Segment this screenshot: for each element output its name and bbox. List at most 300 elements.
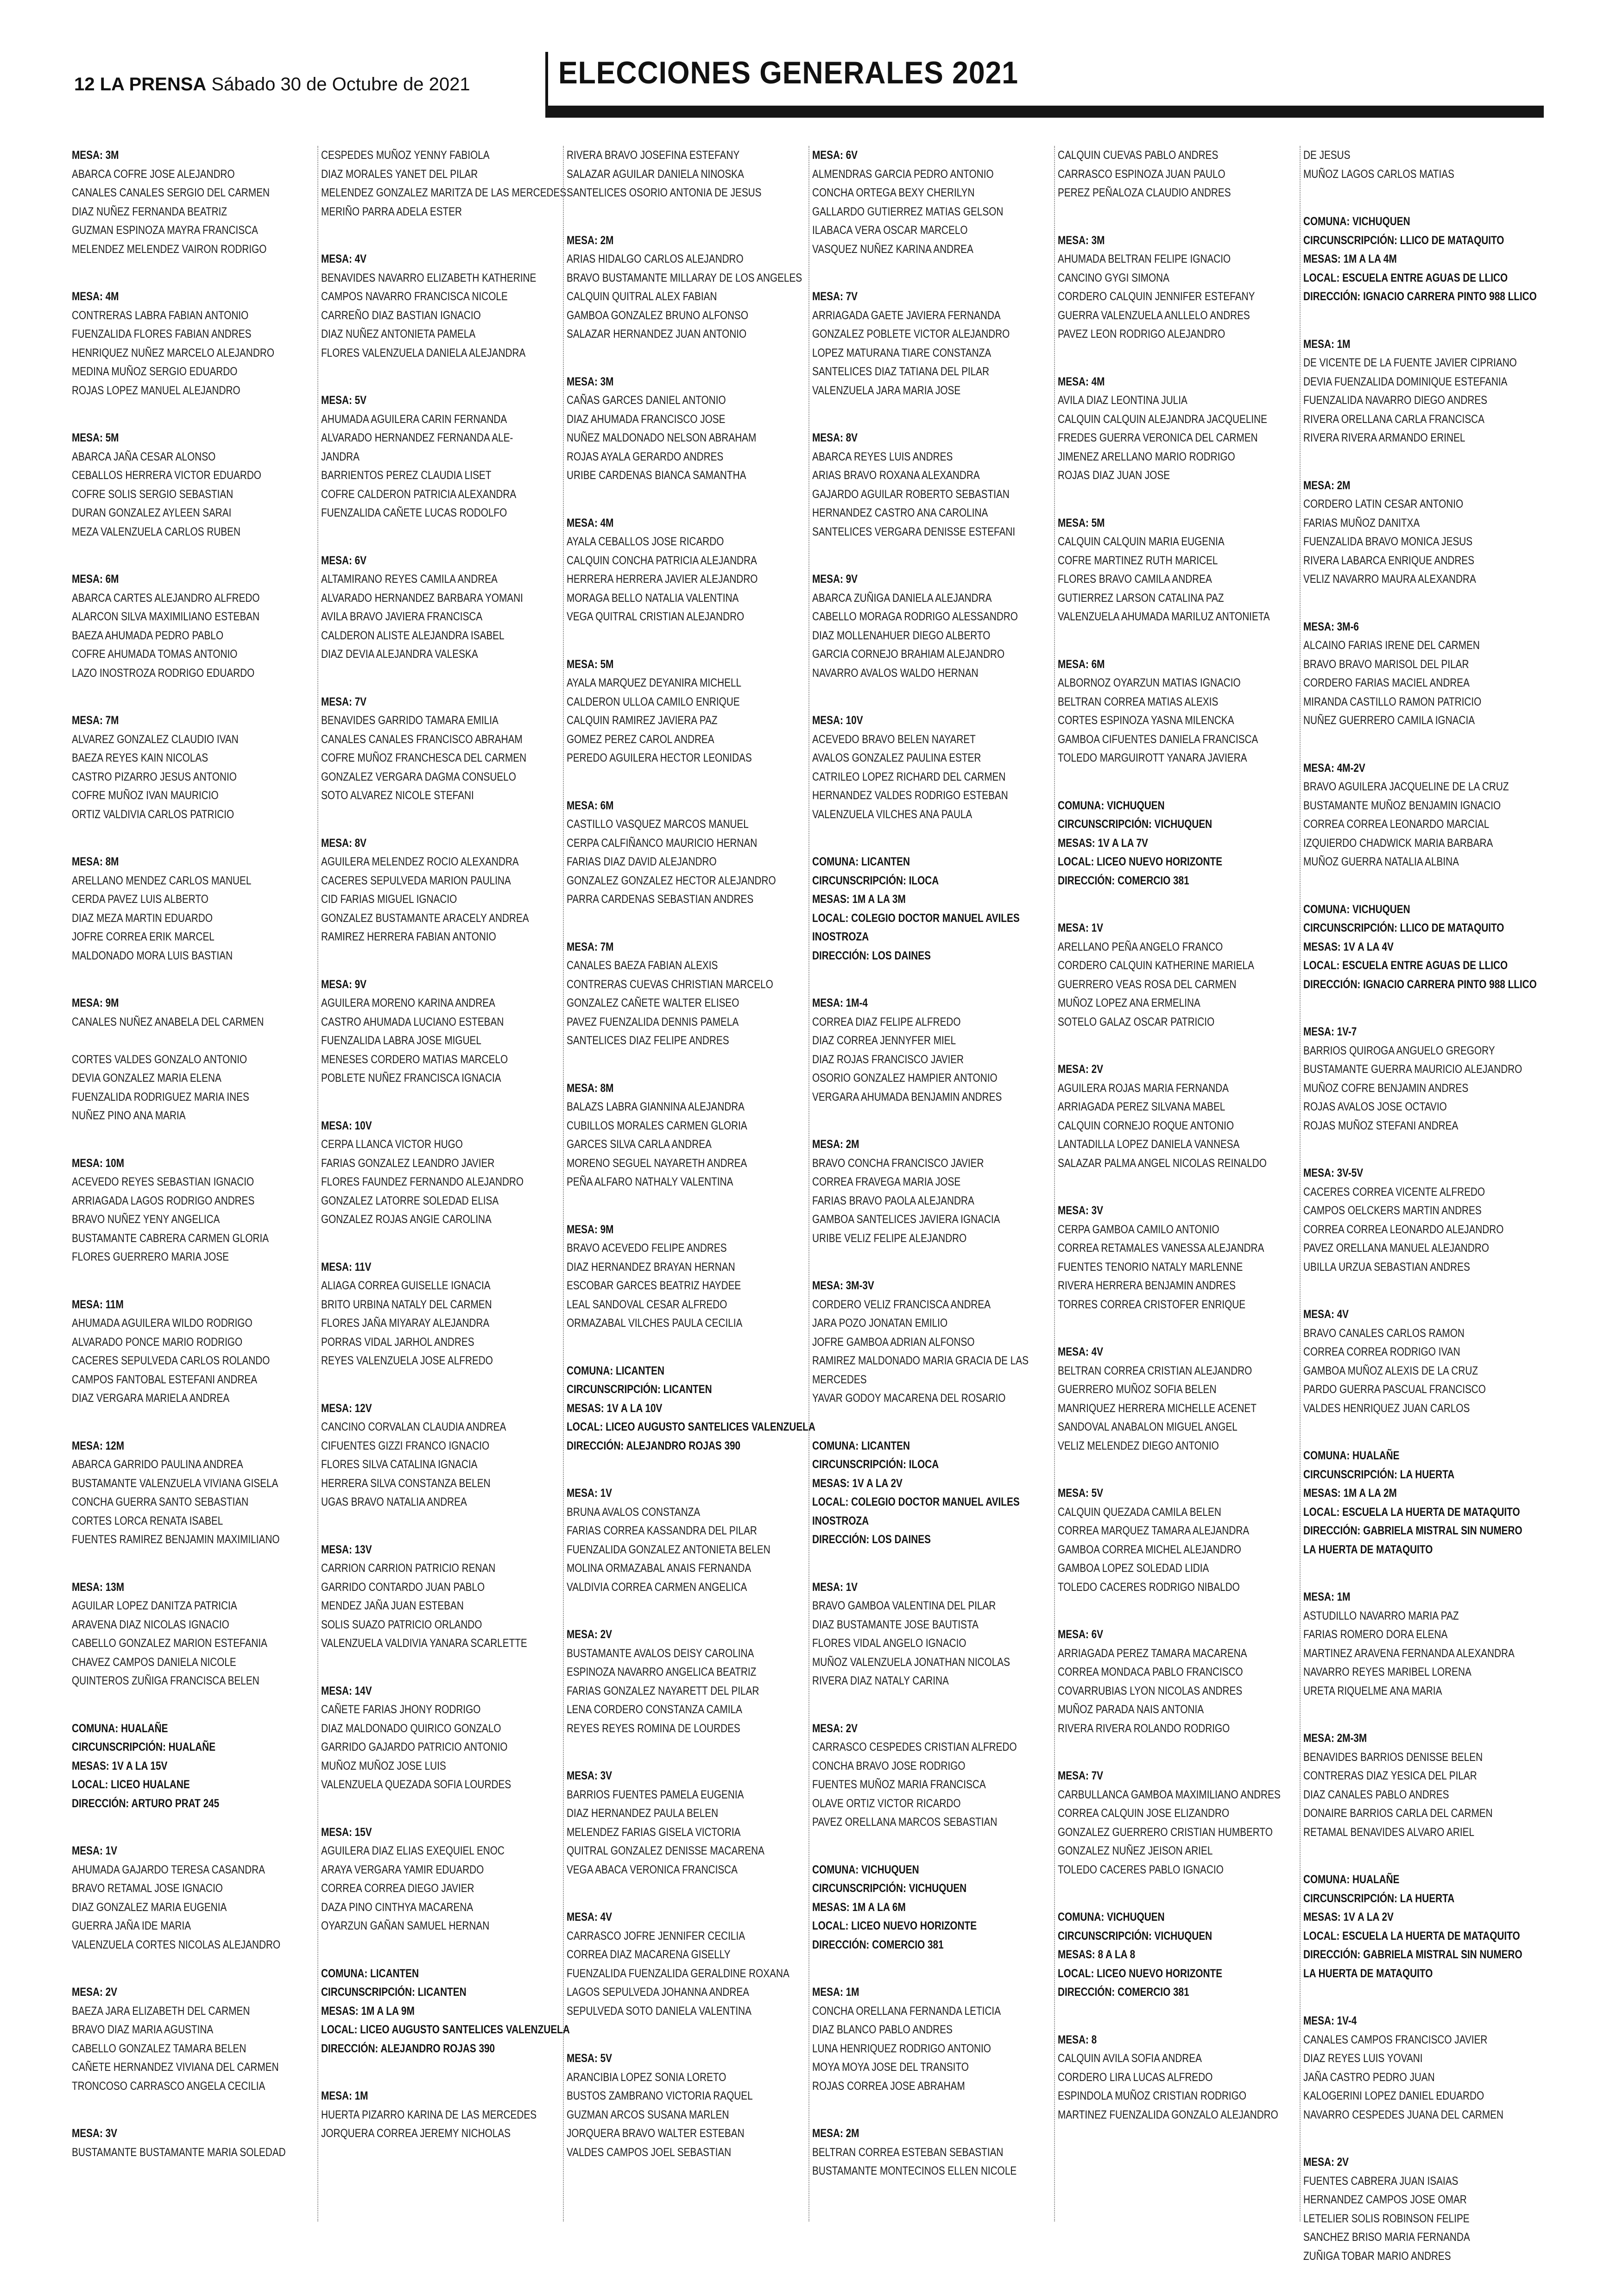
location-detail: INOSTROZA <box>812 930 869 943</box>
voter-name: LENA CORDERO CONSTANZA CAMILA <box>567 1703 742 1716</box>
voter-name: FUENTES CABRERA JUAN ISAIAS <box>1303 2174 1459 2188</box>
voter-name: CALDERON ALISTE ALEJANDRA ISABEL <box>321 629 505 642</box>
mesa-heading: MESA: 3V-5V <box>1303 1167 1364 1180</box>
mesa-block <box>321 250 557 362</box>
mesa-heading: MESA: 5V <box>1058 1487 1104 1500</box>
voter-name: FUENTES MUÑOZ MARIA FRANCISCA <box>812 1778 986 1791</box>
voter-name: LANTADILLA LOPEZ DANIELA VANNESA <box>1058 1138 1240 1151</box>
voter-name: GALLARDO GUTIERREZ MATIAS GELSON <box>812 205 1004 218</box>
location-detail: COMUNA: VICHUQUEN <box>1058 799 1165 812</box>
polling-location-block <box>1058 1908 1294 2002</box>
column <box>317 146 570 2221</box>
voter-name: ARANCIBIA LOPEZ SONIA LORETO <box>567 2070 726 2084</box>
voter-name: GARCES SILVA CARLA ANDREA <box>567 1138 712 1151</box>
voter-name: CAÑETE HERNANDEZ VIVIANA DEL CARMEN <box>72 2061 279 2074</box>
mesa-block <box>567 1766 803 1879</box>
voter-name: DIAZ VERGARA MARIELA ANDREA <box>72 1392 230 1405</box>
voter-name: MELENDEZ MELENDEZ VAIRON RODRIGO <box>72 242 267 256</box>
voter-name: ALBORNOZ OYARZUN MATIAS IGNACIO <box>1058 676 1241 689</box>
voter-name: BRITO URBINA NATALY DEL CARMEN <box>321 1298 492 1311</box>
polling-location-block <box>812 852 1048 965</box>
mesa-block <box>1303 1164 1540 1276</box>
mesa-heading: MESA: 4V <box>1303 1308 1349 1321</box>
voter-name: FREDES GUERRA VERONICA DEL CARMEN <box>1058 431 1258 444</box>
polling-location-block <box>321 1964 570 2058</box>
voter-name: FUENZALIDA FLORES FABIAN ANDRES <box>72 328 252 341</box>
mesa-block <box>72 1437 312 1549</box>
mesa-heading: MESA: 3M <box>72 149 119 162</box>
voter-name: MUÑOZ LAGOS CARLOS MATIAS <box>1303 167 1454 181</box>
location-detail: MESAS: 1V A LA 2V <box>1303 1911 1394 1924</box>
voter-name: TORRES CORREA CRISTOFER ENRIQUE <box>1058 1298 1246 1311</box>
location-detail: CIRCUNSCRIPCIÓN: LLICO DE MATAQUITO <box>1303 233 1504 247</box>
voter-name: CANALES CAMPOS FRANCISCO JAVIER <box>1303 2033 1488 2046</box>
voter-name: GAJARDO AGUILAR ROBERTO SEBASTIAN <box>812 487 1010 501</box>
location-detail: COMUNA: HUALAÑE <box>1303 1449 1400 1462</box>
voter-name: DAZA PINO CINTHYA MACARENA <box>321 1900 474 1914</box>
voter-name: BELTRAN CORREA CRISTIAN ALEJANDRO <box>1058 1364 1252 1377</box>
voter-name: CID FARIAS MIGUEL IGNACIO <box>321 893 457 906</box>
voter-name: DIAZ HERNANDEZ PAULA BELEN <box>567 1807 719 1820</box>
location-detail: COMUNA: LICANTEN <box>567 1364 664 1377</box>
voter-name: PORRAS VIDAL JARHOL ANDRES <box>321 1335 474 1349</box>
voter-name: RAMIREZ HERRERA FABIAN ANTONIO <box>321 930 496 943</box>
mesa-heading: MESA: 1M <box>812 1986 859 1999</box>
location-detail: LOCAL: LICEO AUGUSTO SANTELICES VALENZUELA <box>567 1420 815 1433</box>
mesa-block <box>567 1625 803 1738</box>
mesa-block <box>1058 2031 1294 2125</box>
location-detail: DIRECCIÓN: GABRIELA MISTRAL SIN NUMERO <box>1303 1524 1522 1537</box>
mesa-block <box>812 1276 1048 1408</box>
voter-name: CUBILLOS MORALES CARMEN GLORIA <box>567 1119 747 1132</box>
voter-name: JORQUERA BRAVO WALTER ESTEBAN <box>567 2127 745 2140</box>
location-detail: INOSTROZA <box>812 1514 869 1527</box>
voter-name: VELIZ NAVARRO MAURA ALEXANDRA <box>1303 573 1476 586</box>
folio-line <box>74 74 470 95</box>
voter-name: MUÑOZ GUERRA NATALIA ALBINA <box>1303 855 1459 868</box>
voter-name: PAVEZ LEON RODRIGO ALEJANDRO <box>1058 328 1225 341</box>
voter-name: CALQUIN CUEVAS PABLO ANDRES <box>1058 149 1219 162</box>
voter-name: MORAGA BELLO NATALIA VALENTINA <box>567 591 739 605</box>
voter-name: MANRIQUEZ HERRERA MICHELLE ACENET <box>1058 1401 1257 1415</box>
voter-name: ALIAGA CORREA GUISELLE IGNACIA <box>321 1279 491 1292</box>
mesa-heading: MESA: 3V <box>72 2127 118 2140</box>
voter-name: CAMPOS FANTOBAL ESTEFANI ANDREA <box>72 1373 258 1386</box>
location-detail: LOCAL: ESCUELA ENTRE AGUAS DE LLICO <box>1303 271 1508 284</box>
voter-name: AGUILAR LOPEZ DANITZA PATRICIA <box>72 1599 237 1612</box>
mesa-block <box>72 429 312 541</box>
voter-name: DIAZ AHUMADA FRANCISCO JOSE <box>567 412 726 426</box>
voter-name: COVARRUBIAS LYON NICOLAS ANDRES <box>1058 1684 1243 1697</box>
voter-name: CORREA CORREA LEONARDO ALEJANDRO <box>1303 1223 1504 1236</box>
location-detail: DIRECCIÓN: LOS DAINES <box>812 1533 931 1546</box>
voter-name: CALQUIN CALQUIN ALEJANDRA JACQUELINE <box>1058 412 1268 426</box>
mesa-heading: MESA: 6M <box>567 799 614 812</box>
voter-name: CORDERO VELIZ FRANCISCA ANDREA <box>812 1298 991 1311</box>
voter-name <box>72 1031 271 1050</box>
voter-name: PAVEZ ORELLANA MARCOS SEBASTIAN <box>812 1816 998 1829</box>
voter-name: PARRA CARDENAS SEBASTIAN ANDRES <box>567 893 754 906</box>
mesa-heading: MESA: 2M <box>812 1138 859 1151</box>
voter-name: VERGARA AHUMADA BENJAMIN ANDRES <box>812 1090 1002 1104</box>
voter-name: COFRE MUÑOZ FRANCHESCA DEL CARMEN <box>321 751 527 764</box>
mesa-heading: MESA: 2V <box>1058 1063 1104 1076</box>
mesa-block <box>812 1719 1048 1832</box>
mesa-block <box>812 287 1048 400</box>
voter-name: TOLEDO CACERES RODRIGO NIBALDO <box>1058 1580 1240 1594</box>
mesa-block <box>321 693 557 805</box>
voter-name: ASTUDILLO NAVARRO MARIA PAZ <box>1303 1609 1459 1622</box>
mesa-heading: MESA: 1M <box>321 2089 368 2102</box>
mesa-heading: MESA: 5M <box>567 657 614 671</box>
voter-name: AHUMADA BELTRAN FELIPE IGNACIO <box>1058 252 1231 265</box>
mesa-heading: MESA: 1V <box>812 1580 858 1594</box>
mesa-heading: MESA: 10M <box>72 1156 124 1170</box>
voter-name: HERNANDEZ CAMPOS JOSE OMAR <box>1303 2193 1467 2206</box>
voter-name: CORDERO CALQUIN JENNIFER ESTEFANY <box>1058 290 1255 303</box>
voter-name: HENRIQUEZ NUÑEZ MARCELO ALEJANDRO <box>72 346 274 360</box>
voter-name: CORREA CALQUIN JOSE ELIZANDRO <box>1058 1807 1230 1820</box>
mesa-heading: MESA: 15V <box>321 1825 372 1839</box>
mesa-heading: MESA: 2V <box>1303 2156 1349 2169</box>
location-detail: MESAS: 1M A LA 3M <box>812 893 906 906</box>
voter-name: BALAZS LABRA GIANNINA ALEJANDRA <box>567 1100 745 1113</box>
location-detail: COMUNA: HUALAÑE <box>1303 1873 1400 1886</box>
location-detail: LOCAL: LICEO NUEVO HORIZONTE <box>812 1919 977 1932</box>
voter-name: FUENZALIDA CAÑETE LUCAS RODOLFO <box>321 506 507 519</box>
voter-name: ARIAS BRAVO ROXANA ALEXANDRA <box>812 469 980 482</box>
location-detail: CIRCUNSCRIPCIÓN: ILOCA <box>812 1458 939 1471</box>
polling-location-block <box>1303 1446 1540 1559</box>
mesa-heading: MESA: 1M <box>1303 337 1351 351</box>
voter-name: FLORES FAUNDEZ FERNANDO ALEJANDRO <box>321 1175 524 1188</box>
continued-list-block <box>1058 146 1294 202</box>
voter-name: KALOGERINI LOPEZ DANIEL EDUARDO <box>1303 2089 1484 2102</box>
mesa-heading: MESA: 1M <box>1303 1590 1351 1603</box>
voter-name: ALCAINO FARIAS IRENE DEL CARMEN <box>1303 639 1480 652</box>
voter-name: COFRE AHUMADA TOMAS ANTONIO <box>72 648 238 661</box>
voter-name: CESPEDES MUÑOZ YENNY FABIOLA <box>321 149 490 162</box>
voter-name: ARELLANO MENDEZ CARLOS MANUEL <box>72 874 252 887</box>
voter-name: RIVERA BRAVO JOSEFINA ESTEFANY <box>567 149 740 162</box>
voter-name: MUÑOZ COFRE BENJAMIN ANDRES <box>1303 1081 1469 1095</box>
voter-name: ZUÑIGA TOBAR MARIO ANDRES <box>1303 2249 1451 2263</box>
voter-name: CANALES CANALES SERGIO DEL CARMEN <box>72 186 270 199</box>
mesa-heading: MESA: 7M <box>72 714 119 727</box>
mesa-heading: MESA: 8M <box>567 1081 614 1095</box>
mesa-heading: MESA: 7V <box>812 290 858 303</box>
voter-name: BARRIOS QUIROGA ANGUELO GREGORY <box>1303 1044 1495 1057</box>
location-detail: CIRCUNSCRIPCIÓN: LLICO DE MATAQUITO <box>1303 921 1504 934</box>
voter-name: URIBE VELIZ FELIPE ALEJANDRO <box>812 1231 967 1245</box>
voter-name: LAZO INOSTROZA RODRIGO EDUARDO <box>72 666 255 680</box>
voter-name: POBLETE NUÑEZ FRANCISCA IGNACIA <box>321 1072 501 1085</box>
location-detail: DIRECCIÓN: IGNACIO CARRERA PINTO 988 LLICO <box>1303 290 1537 303</box>
mesa-block <box>1058 514 1294 626</box>
voter-name: JIMENEZ ARELLANO MARIO RODRIGO <box>1058 450 1235 463</box>
mesa-heading: MESA: 14V <box>321 1684 372 1697</box>
voter-name: GONZALEZ BUSTAMANTE ARACELY ANDREA <box>321 911 529 925</box>
voter-name: BRAVO NUÑEZ YENY ANGELICA <box>72 1213 220 1226</box>
mesa-heading: MESA: 3V <box>1058 1204 1104 1217</box>
polling-location-block <box>1303 1870 1540 1983</box>
voter-name: CABELLO GONZALEZ MARION ESTEFANIA <box>72 1637 268 1650</box>
voter-name: MARTINEZ ARAVENA FERNANDA ALEXANDRA <box>1303 1646 1515 1660</box>
voter-name: BENAVIDES BARRIOS DENISSE BELEN <box>1303 1750 1483 1764</box>
voter-name: BENAVIDES NAVARRO ELIZABETH KATHERINE <box>321 271 537 284</box>
location-detail: MESAS: 8 A LA 8 <box>1058 1948 1136 1961</box>
voter-name: CARBULLANCA GAMBOA MAXIMILIANO ANDRES <box>1058 1788 1281 1801</box>
voter-name: PARDO GUERRA PASCUAL FRANCISCO <box>1303 1383 1486 1396</box>
location-detail: CIRCUNSCRIPCIÓN: LICANTEN <box>321 1986 467 1999</box>
location-detail: MESAS: 1V A LA 10V <box>567 1401 663 1415</box>
continued-list-block <box>567 146 803 202</box>
mesa-heading: MESA: 7V <box>321 695 367 708</box>
mesa-heading: MESA: 9M <box>72 997 119 1009</box>
mesa-block <box>72 994 312 1125</box>
voter-name: RIVERA RIVERA ROLANDO RODRIGO <box>1058 1722 1230 1735</box>
voter-name: QUITRAL GONZALEZ DENISSE MACARENA <box>567 1844 764 1857</box>
voter-name: CORDERO FARIAS MACIEL ANDREA <box>1303 676 1470 689</box>
voter-name: DE JESUS <box>1303 149 1351 162</box>
mesa-heading: MESA: 1V <box>567 1487 613 1500</box>
voter-name: LEAL SANDOVAL CESAR ALFREDO <box>567 1298 727 1311</box>
location-detail: MESAS: 1V A LA 7V <box>1058 836 1148 850</box>
voter-name: FLORES VALENZUELA DANIELA ALEJANDRA <box>321 346 526 360</box>
mesa-block <box>321 1823 557 1936</box>
voter-name: FARIAS ROMERO DORA ELENA <box>1303 1628 1448 1641</box>
voter-name: CALQUIN QUEZADA CAMILA BELEN <box>1058 1505 1221 1519</box>
mesa-heading: MESA: 3M <box>1058 233 1105 247</box>
voter-name: PAVEZ ORELLANA MANUEL ALEJANDRO <box>1303 1242 1489 1255</box>
voter-name: BUSTAMANTE MONTECINOS ELLEN NICOLE <box>812 2164 1017 2177</box>
mesa-block <box>812 1983 1048 2095</box>
header-divider <box>545 52 548 112</box>
voter-name: GAMBOA SANTELICES JAVIERA IGNACIA <box>812 1213 1000 1226</box>
voter-name: URIBE CARDENAS BIANCA SAMANTHA <box>567 469 746 482</box>
voter-name: ROJAS CORREA JOSE ABRAHAM <box>812 2079 965 2093</box>
mesa-heading: MESA: 9M <box>567 1223 614 1236</box>
voter-name: RAMIREZ MALDONADO MARIA GRACIA DE LAS <box>812 1354 1029 1367</box>
mesa-block <box>567 1484 803 1596</box>
mesa-heading: MESA: 7M <box>567 940 614 953</box>
mesa-block <box>812 1135 1048 1248</box>
voter-name: CANCINO GYGI SIMONA <box>1058 271 1169 284</box>
voter-name: BUSTOS ZAMBRANO VICTORIA RAQUEL <box>567 2089 753 2102</box>
mesa-heading: MESA: 13M <box>72 1580 124 1594</box>
voter-name: AYALA CEBALLOS JOSE RICARDO <box>567 535 724 548</box>
location-detail: DIRECCIÓN: COMERCIO 381 <box>1058 1986 1189 1999</box>
voter-name: CERDA PAVEZ LUIS ALBERTO <box>72 893 208 906</box>
voter-name: GUERRA VALENZUELA ANLLELO ANDRES <box>1058 309 1250 322</box>
voter-name: ROJAS DIAZ JUAN JOSE <box>1058 469 1170 482</box>
voter-name: URETA RIQUELME ANA MARIA <box>1303 1684 1442 1697</box>
voter-name: SANTELICES DIAZ FELIPE ANDRES <box>567 1034 729 1047</box>
voter-name: CARRASCO ESPINOZA JUAN PAULO <box>1058 167 1225 181</box>
mesa-heading: MESA: 6M <box>1058 657 1105 671</box>
voter-name: ALVAREZ GONZALEZ CLAUDIO IVAN <box>72 732 239 746</box>
voter-name: ARRIAGADA PEREZ TAMARA MACARENA <box>1058 1646 1247 1660</box>
voter-name: AVILA BRAVO JAVIERA FRANCISCA <box>321 610 483 623</box>
voter-name: MOLINA ORMAZABAL ANAIS FERNANDA <box>567 1562 752 1575</box>
voter-name: ORTIZ VALDIVIA CARLOS PATRICIO <box>72 807 234 821</box>
mesa-heading: MESA: 13V <box>321 1543 372 1556</box>
voter-name: DEVIA FUENZALIDA DOMINIQUE ESTEFANIA <box>1303 375 1508 388</box>
voter-name: BRAVO AGUILERA JACQUELINE DE LA CRUZ <box>1303 780 1509 793</box>
voter-name: GUERRERO VEAS ROSA DEL CARMEN <box>1058 978 1237 991</box>
mesa-block <box>1058 1201 1294 1314</box>
mesa-heading: MESA: 2M <box>567 233 614 247</box>
mesa-block <box>1303 759 1540 871</box>
voter-name: BENAVIDES GARRIDO TAMARA EMILIA <box>321 714 499 727</box>
voter-name: DIAZ BLANCO PABLO ANDRES <box>812 2023 953 2036</box>
mesa-block <box>321 1682 557 1794</box>
mesa-heading: MESA: 2V <box>812 1722 858 1735</box>
mesa-heading: MESA: 4V <box>567 1911 613 1924</box>
mesa-block <box>321 1116 557 1229</box>
voter-name: CAMPOS NAVARRO FRANCISCA NICOLE <box>321 290 508 303</box>
voter-name: VALENZUELA CORTES NICOLAS ALEJANDRO <box>72 1938 281 1951</box>
voter-name: AHUMADA AGUILERA WILDO RODRIGO <box>72 1317 253 1330</box>
voter-name: ABARCA REYES LUIS ANDRES <box>812 450 953 463</box>
voter-name: FARIAS GONZALEZ LEANDRO JAVIER <box>321 1156 495 1170</box>
voter-name: CORDERO LIRA LUCAS ALFREDO <box>1058 2070 1213 2084</box>
location-detail: LOCAL: COLEGIO DOCTOR MANUEL AVILES <box>812 911 1020 925</box>
voter-name: ALVARADO HERNANDEZ FERNANDA ALE- <box>321 431 513 444</box>
voter-name: MENDEZ JAÑA JUAN ESTEBAN <box>321 1599 464 1612</box>
voter-name: BARRIENTOS PEREZ CLAUDIA LISET <box>321 469 492 482</box>
voter-name: ALARCON SILVA MAXIMILIANO ESTEBAN <box>72 610 260 623</box>
voter-name: REYES VALENZUELA JOSE ALFREDO <box>321 1354 493 1367</box>
mesa-block <box>72 2124 312 2162</box>
voter-name: ACEVEDO REYES SEBASTIAN IGNACIO <box>72 1175 254 1188</box>
location-detail: MESAS: 1V A LA 15V <box>72 1759 168 1772</box>
mesa-block <box>567 1908 803 2020</box>
voter-name: GUERRERO MUÑOZ SOFIA BELEN <box>1058 1383 1217 1396</box>
voter-name: RETAMAL BENAVIDES ALVARO ARIEL <box>1303 1825 1475 1839</box>
mesa-block <box>1058 1766 1294 1879</box>
mesa-heading: MESA: 5M <box>1058 516 1105 530</box>
mesa-block <box>1058 919 1294 1031</box>
voter-name: BAEZA JARA ELIZABETH DEL CARMEN <box>72 2004 250 2018</box>
location-detail: COMUNA: HUALAÑE <box>72 1722 168 1735</box>
mesa-block <box>1303 1588 1540 1700</box>
voter-name: CASTRO AHUMADA LUCIANO ESTEBAN <box>321 1015 504 1028</box>
voter-name: AGUILERA MORENO KARINA ANDREA <box>321 997 495 1009</box>
voter-name: RIVERA HERRERA BENJAMIN ANDRES <box>1058 1279 1236 1292</box>
voter-name: GONZALEZ CAÑETE WALTER ELISEO <box>567 997 739 1009</box>
voter-name: CALQUIN CONCHA PATRICIA ALEJANDRA <box>567 554 757 567</box>
voter-name: ABARCA JAÑA CESAR ALONSO <box>72 450 216 463</box>
mesa-block <box>72 1154 312 1267</box>
voter-name: GAMBOA CORREA MICHEL ALEJANDRO <box>1058 1543 1241 1556</box>
voter-name: HUERTA PIZARRO KARINA DE LAS MERCEDES <box>321 2108 537 2121</box>
mesa-block <box>72 146 312 259</box>
voter-name: FLORES JAÑA MIYARAY ALEJANDRA <box>321 1317 490 1330</box>
location-detail: CIRCUNSCRIPCIÓN: VICHUQUEN <box>1058 818 1213 831</box>
voter-name: BRAVO BRAVO MARISOL DEL PILAR <box>1303 657 1469 671</box>
voter-name: CONCHA ORELLANA FERNANDA LETICIA <box>812 2004 1001 2018</box>
mesa-block <box>1303 2012 1540 2124</box>
location-detail: DIRECCIÓN: ARTURO PRAT 245 <box>72 1797 220 1810</box>
mesa-block <box>1303 1022 1540 1135</box>
voter-name: CABELLO GONZALEZ TAMARA BELEN <box>72 2042 246 2055</box>
voter-name: GAMBOA LOPEZ SOLEDAD LIDIA <box>1058 1562 1209 1575</box>
voter-name: JOFRE CORREA ERIK MARCEL <box>72 930 215 943</box>
voter-name: ESPINOZA NAVARRO ANGELICA BEATRIZ <box>567 1665 757 1678</box>
location-detail: COMUNA: LICANTEN <box>321 1967 419 1980</box>
mesa-block <box>321 1258 557 1370</box>
voter-name: VALDES HENRIQUEZ JUAN CARLOS <box>1303 1401 1470 1415</box>
location-detail: DIRECCIÓN: COMERCIO 381 <box>812 1938 944 1951</box>
voter-name: ROJAS LOPEZ MANUEL ALEJANDRO <box>72 384 240 397</box>
mesa-heading: MESA: 12V <box>321 1401 372 1415</box>
mesa-heading: MESA: 3M-3V <box>812 1279 874 1292</box>
voter-name: ORMAZABAL VILCHES PAULA CECILIA <box>567 1317 743 1330</box>
mesa-block <box>567 655 803 768</box>
voter-name: NAVARRO AVALOS WALDO HERNAN <box>812 666 979 680</box>
voter-name: CONCHA GUERRA SANTO SEBASTIAN <box>72 1495 249 1508</box>
voter-name: MUÑOZ VALENZUELA JONATHAN NICOLAS <box>812 1655 1010 1669</box>
voter-name: MOYA MOYA JOSE DEL TRANSITO <box>812 2061 969 2074</box>
voter-name: NUÑEZ GUERRERO CAMILA IGNACIA <box>1303 714 1475 727</box>
voter-name: CORREA CORREA LEONARDO MARCIAL <box>1303 818 1490 831</box>
column <box>72 146 317 2221</box>
voter-name: QUINTEROS ZUÑIGA FRANCISCA BELEN <box>72 1674 259 1687</box>
mesa-heading: MESA: 11V <box>321 1260 372 1274</box>
voter-name: BARRIOS FUENTES PAMELA EUGENIA <box>567 1788 744 1801</box>
voter-name: NUÑEZ MALDONADO NELSON ABRAHAM <box>567 431 757 444</box>
location-detail: DIRECCIÓN: IGNACIO CARRERA PINTO 988 LLICO <box>1303 978 1537 991</box>
location-detail: LOCAL: COLEGIO DOCTOR MANUEL AVILES <box>812 1495 1020 1508</box>
location-detail: CIRCUNSCRIPCIÓN: LICANTEN <box>567 1383 712 1396</box>
voter-name: HERNANDEZ VALDES RODRIGO ESTEBAN <box>812 789 1008 802</box>
mesa-block <box>812 711 1048 824</box>
voter-name: CERPA GAMBOA CAMILO ANTONIO <box>1058 1223 1219 1236</box>
voter-name: GONZALEZ GONZALEZ HECTOR ALEJANDRO <box>567 874 776 887</box>
voter-name: FARIAS MUÑOZ DANITXA <box>1303 516 1420 530</box>
voter-name: COFRE SOLIS SERGIO SEBASTIAN <box>72 487 234 501</box>
voter-name: LAGOS SEPULVEDA JOHANNA ANDREA <box>567 1986 750 1999</box>
location-detail: COMUNA: VICHUQUEN <box>1303 215 1410 228</box>
voter-name: CORREA MONDACA PABLO FRANCISCO <box>1058 1665 1243 1678</box>
voter-name: CORREA CORREA DIEGO JAVIER <box>321 1882 474 1895</box>
voter-name: DIAZ GONZALEZ MARIA EUGENIA <box>72 1900 227 1914</box>
location-detail: LOCAL: LICEO HUALANE <box>72 1778 190 1791</box>
voter-name: CONTRERAS LABRA FABIAN ANTONIO <box>72 309 249 322</box>
location-detail: COMUNA: VICHUQUEN <box>812 1863 919 1876</box>
voter-name: GUZMAN ARCOS SUSANA MARLEN <box>567 2108 729 2121</box>
voter-name: SOTO ALVAREZ NICOLE STEFANI <box>321 789 474 802</box>
voter-name: MALDONADO MORA LUIS BASTIAN <box>72 949 233 962</box>
voter-name: CAMPOS OELCKERS MARTIN ANDRES <box>1303 1204 1482 1217</box>
voter-name: FLORES BRAVO CAMILA ANDREA <box>1058 573 1212 586</box>
voter-name: GUZMAN ESPINOZA MAYRA FRANCISCA <box>72 224 258 237</box>
voter-name: DIAZ REYES LUIS YOVANI <box>1303 2052 1423 2065</box>
location-detail: DIRECCIÓN: GABRIELA MISTRAL SIN NUMERO <box>1303 1948 1522 1961</box>
voter-name: ESPINDOLA MUÑOZ CRISTIAN RODRIGO <box>1058 2089 1246 2102</box>
voter-name: SANDOVAL ANABALON MIGUEL ANGEL <box>1058 1420 1238 1433</box>
location-detail: CIRCUNSCRIPCIÓN: LA HUERTA <box>1303 1892 1455 1905</box>
polling-location-block <box>567 1362 815 1456</box>
voter-name: FLORES SILVA CATALINA IGNACIA <box>321 1458 478 1471</box>
mesa-heading: MESA: 2V <box>567 1628 613 1641</box>
mesa-heading: MESA: 9V <box>812 573 858 586</box>
voter-name: CORDERO CALQUIN KATHERINE MARIELA <box>1058 959 1254 972</box>
voter-name: TRONCOSO CARRASCO ANGELA CECILIA <box>72 2079 265 2093</box>
voter-name: CACERES SEPULVEDA MARION PAULINA <box>321 874 511 887</box>
mesa-heading: MESA: 10V <box>812 714 863 727</box>
